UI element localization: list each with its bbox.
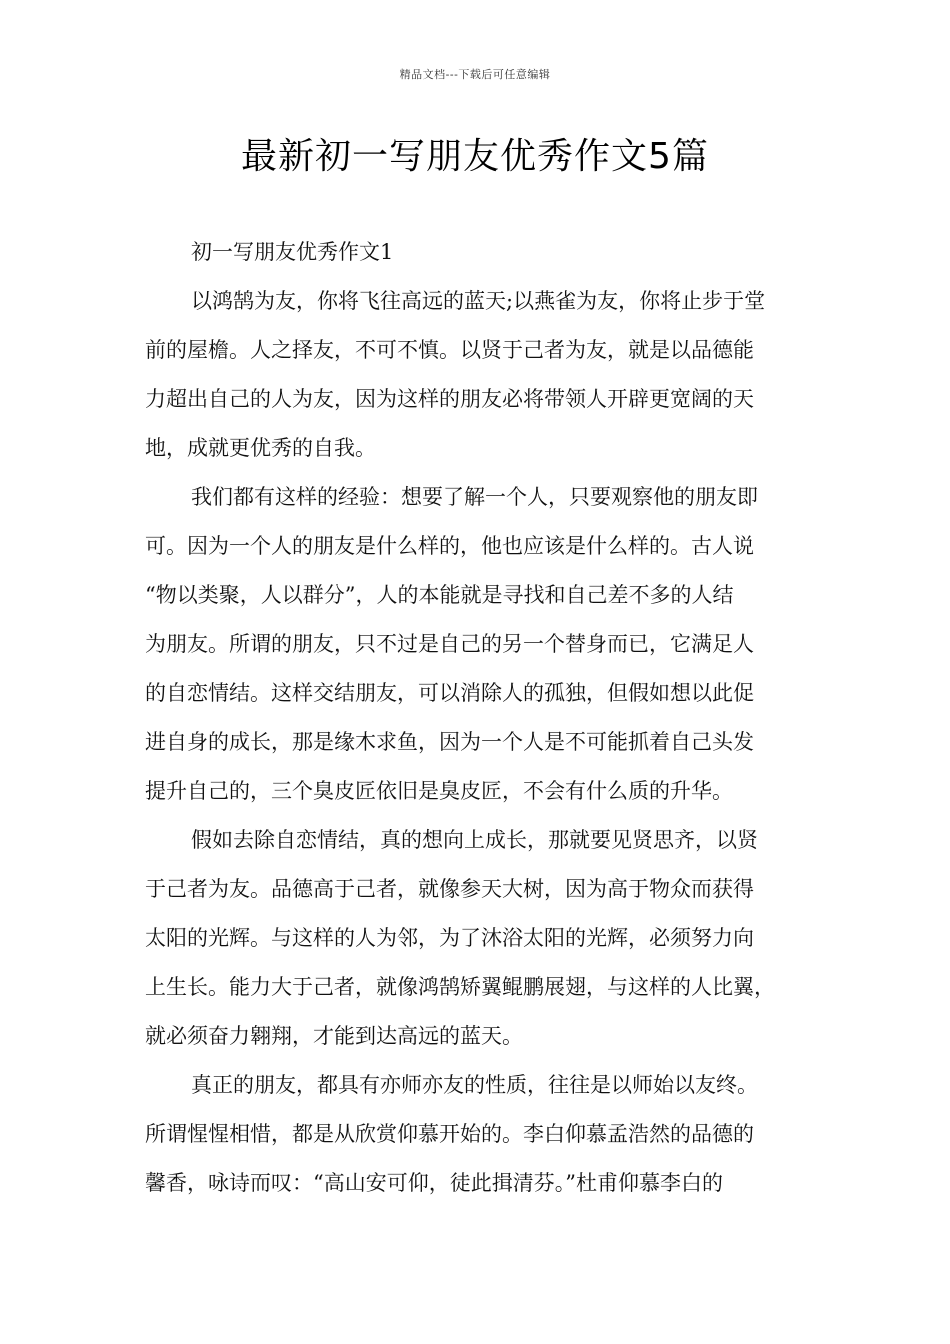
header-note: 精品文档---下载后可任意编辑: [399, 68, 551, 81]
paragraph-line: 假如去除自恋情结，真的想向上成长，那就要见贤思齐，以贤: [191, 828, 758, 852]
paragraph-line: 可。因为一个人的朋友是什么样的，他也应该是什么样的。古人说: [145, 534, 754, 558]
paragraph-1: [145, 281, 805, 477]
paragraph-line: 地，成就更优秀的自我。: [145, 436, 376, 460]
paragraph-line: 前的屋檐。人之择友，不可不慎。以贤于己者为友，就是以品德能: [145, 338, 754, 362]
paragraph-line: 于己者为友。品德高于己者，就像参天大树，因为高于物众而获得: [145, 877, 754, 901]
paragraph-2: [145, 477, 805, 820]
paragraph-line: 提升自己的，三个臭皮匠依旧是臭皮匠，不会有什么质的升华。: [145, 779, 733, 803]
paragraph-line: 所谓惺惺相惜，都是从欣赏仰慕开始的。李白仰慕孟浩然的品德的: [145, 1122, 754, 1146]
paragraph-3: [145, 820, 805, 1065]
paragraph-line: 以鸿鹄为友，你将飞往高远的蓝天;以燕雀为友，你将止步于堂: [191, 289, 766, 313]
section-heading: 初一写朋友优秀作文1: [191, 240, 394, 264]
paragraph-4: [145, 1065, 805, 1212]
paragraph-line: 上生长。能力大于己者，就像鸿鹄矫翼鲲鹏展翅，与这样的人比翼，: [145, 975, 775, 999]
paragraph-line: 为朋友。所谓的朋友，只不过是自己的另一个替身而已，它满足人: [145, 632, 754, 656]
paragraph-line: 力超出自己的人为友，因为这样的朋友必将带领人开辟更宽阔的天: [145, 387, 754, 411]
paragraph-line: 就必须奋力翱翔，才能到达高远的蓝天。: [145, 1024, 523, 1048]
paragraph-line: 太阳的光辉。与这样的人为邻，为了沐浴太阳的光辉，必须努力向: [145, 926, 754, 950]
paragraph-line: 真正的朋友，都具有亦师亦友的性质，往往是以师始以友终。: [191, 1073, 758, 1097]
paragraph-line: “物以类聚，人以群分”，人的本能就是寻找和自己差不多的人结: [145, 583, 734, 607]
paragraph-line: 馨香，咏诗而叹：“高山安可仰，徒此揖清芬。”杜甫仰慕李白的: [145, 1171, 723, 1195]
document-body: [145, 232, 805, 1212]
document-title: 最新初一写朋友优秀作文5篇: [241, 136, 709, 177]
paragraph-line: 我们都有这样的经验：想要了解一个人，只要观察他的朋友即: [191, 485, 758, 509]
paragraph-line: 的自恋情结。这样交结朋友，可以消除人的孤独，但假如想以此促: [145, 681, 754, 705]
paragraph-line: 进自身的成长，那是缘木求鱼，因为一个人是不可能抓着自己头发: [145, 730, 754, 754]
